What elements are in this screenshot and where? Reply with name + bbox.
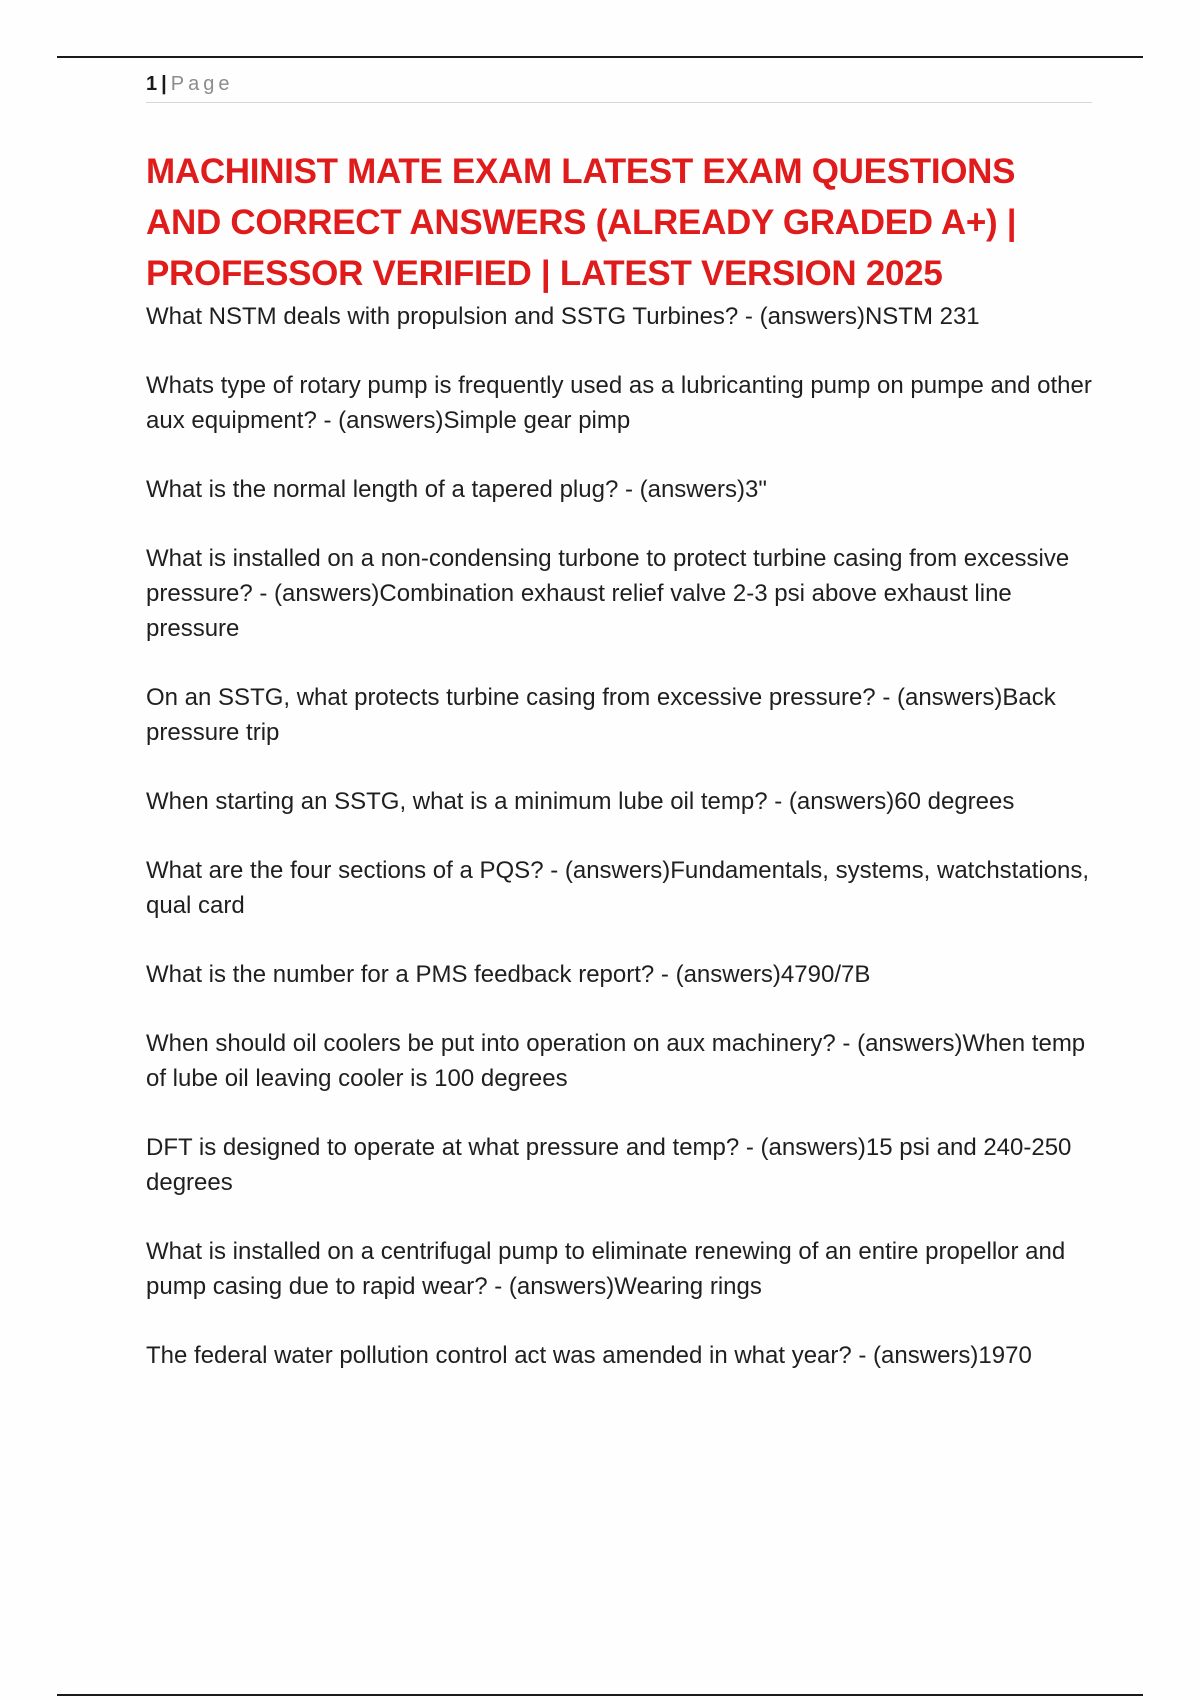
- document-body: [146, 146, 1096, 1407]
- qa-item: When starting an SSTG, what is a minimum lube oil temp? - (answers)60 degrees: [146, 788, 1015, 815]
- page-header: [146, 70, 1092, 103]
- bottom-border-line: [57, 1694, 1143, 1696]
- qa-item: What is installed on a centrifugal pump to eliminate renewing of an entire propellor and pump casing due to rapid wear? - (answers)Wearing rings: [146, 1238, 1066, 1300]
- top-border-line: [57, 56, 1143, 58]
- page-number: 1: [146, 73, 158, 95]
- qa-item: What are the four sections of a PQS? - (answers)Fundamentals, systems, watchstations, qual card: [146, 857, 1090, 919]
- qa-item: When should oil coolers be put into operation on aux machinery? - (answers)When temp of lube oil leaving cooler is 100 degrees: [146, 1030, 1086, 1092]
- qa-item: What is installed on a non-condensing turbone to protect turbine casing from excessive pressure? - (answers)Combination exhaust relief valve 2-3 psi above exhaust line pressure: [146, 545, 1070, 642]
- page-number-separator: |: [161, 73, 167, 95]
- qa-list: [146, 299, 1096, 1373]
- qa-item: The federal water pollution control act was amended in what year? - (answers)1970: [146, 1342, 1032, 1369]
- qa-item: On an SSTG, what protects turbine casing from excessive pressure? - (answers)Back pressure trip: [146, 684, 1056, 746]
- qa-item: Whats type of rotary pump is frequently used as a lubricanting pump on pumpe and other aux equipment? - (answers)Simple gear pimp: [146, 372, 1092, 434]
- page-label: Page: [170, 73, 234, 95]
- qa-item: What NSTM deals with propulsion and SSTG Turbines? - (answers)NSTM 231: [146, 303, 980, 330]
- qa-item: What is the number for a PMS feedback report? - (answers)4790/7B: [146, 961, 871, 988]
- qa-item: DFT is designed to operate at what pressure and temp? - (answers)15 psi and 240-250 degrees: [146, 1134, 1072, 1196]
- qa-item: What is the normal length of a tapered plug? - (answers)3": [146, 476, 767, 503]
- document-title: MACHINIST MATE EXAM LATEST EXAM QUESTIONS AND CORRECT ANSWERS (ALREADY GRADED A+) | PROFESSOR VERIFIED | LATEST VERSION 2025: [146, 152, 1017, 293]
